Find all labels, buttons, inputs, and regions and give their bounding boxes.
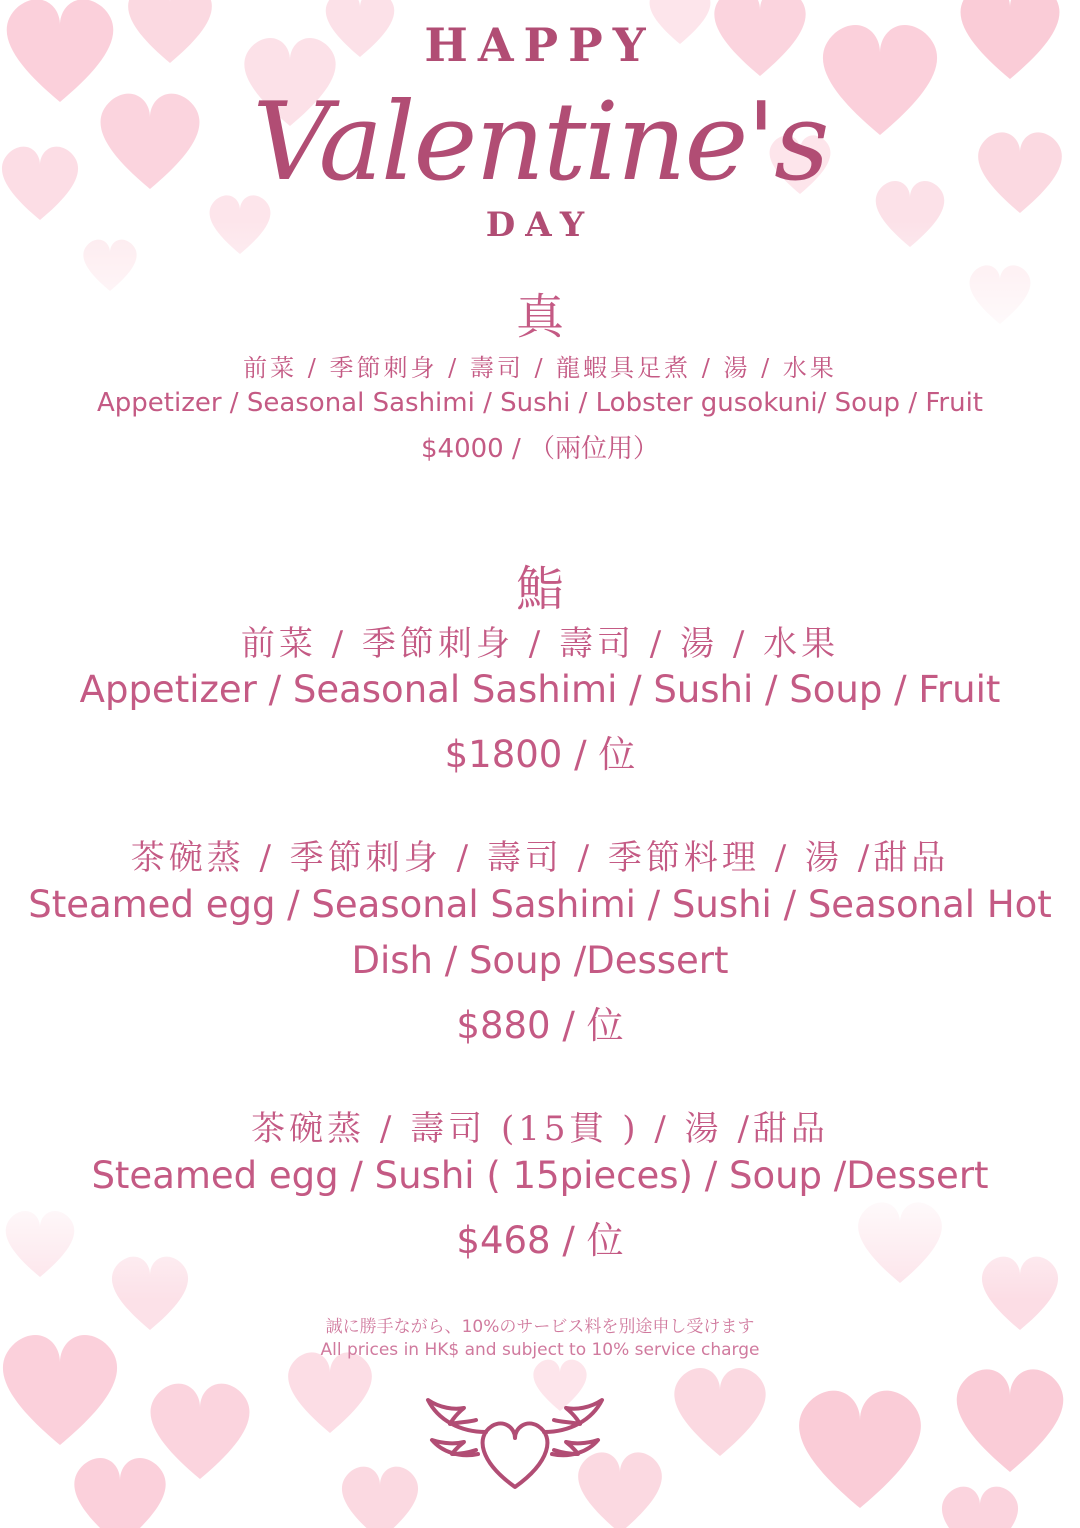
- title-valentines: Valentine's: [252, 80, 828, 205]
- menu-name: 真: [515, 289, 564, 345]
- menu-items-cn: 前菜 / 季節刺身 / 壽司 / 龍蝦具足煮 / 湯 / 水果: [243, 354, 837, 382]
- menu-items-cn: 茶碗蒸 / 季節刺身 / 壽司 / 季節料理 / 湯 /甜品: [130, 838, 950, 878]
- menu-items-en: Steamed egg / Seasonal Sashimi / Sushi / Seasonal Hot: [28, 883, 1052, 926]
- menu-price: $880 / 位: [456, 1004, 624, 1047]
- title-happy: HAPPY: [424, 18, 656, 72]
- menu-price: $1800 / 位: [444, 733, 636, 776]
- menu-items-cn: 茶碗蒸 / 壽司 (15貫 ) / 湯 /甜品: [251, 1109, 829, 1149]
- service-note-jp: 誠に勝手ながら、10%のサービス料を別途申し受けます: [325, 1317, 755, 1337]
- menu-items-en: Steamed egg / Sushi ( 15pieces) / Soup /Dessert: [91, 1154, 989, 1197]
- menu-items-en: Appetizer / Seasonal Sashimi / Sushi / Soup / Fruit: [79, 668, 1001, 711]
- menu-items-cn: 前菜 / 季節刺身 / 壽司 / 湯 / 水果: [240, 624, 840, 664]
- menu-price: $468 / 位: [456, 1219, 624, 1262]
- menu-items-en: Appetizer / Seasonal Sashimi / Sushi / Lobster gusokuni/ Soup / Fruit: [96, 388, 984, 418]
- service-note-en: All prices in HK$ and subject to 10% service charge: [320, 1340, 760, 1360]
- heart-with-wings-icon: [420, 1392, 610, 1502]
- menu-items-en: Dish / Soup /Dessert: [351, 939, 729, 982]
- menu-name: 鮨: [515, 561, 564, 617]
- menu-price: $4000 / （兩位用）: [421, 434, 659, 464]
- title-day: DAY: [485, 205, 595, 245]
